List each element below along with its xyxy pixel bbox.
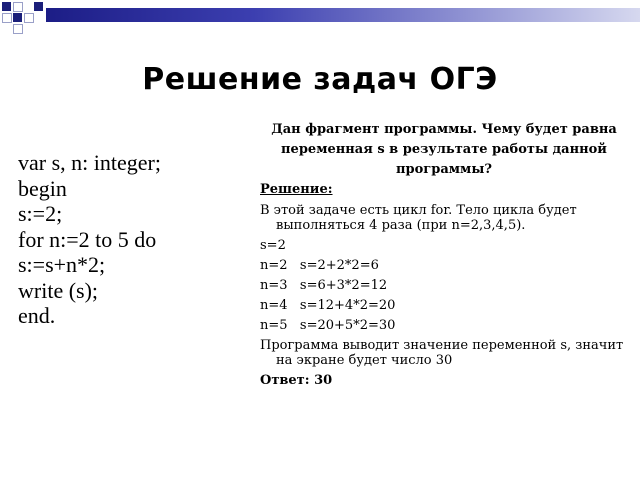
answer-text: Ответ: 30 [260,373,333,388]
solution-conclusion: Программа выводит значение переменной s, значит на экране будет число 30 [260,338,624,368]
solution-step: n=5 s=20+5*2=30 [260,318,396,333]
corner-squares-decoration [0,0,46,34]
deco-square [13,2,23,12]
task-question [260,122,628,177]
question-line: программы? [396,162,492,177]
solution-heading: Решение: [260,182,333,197]
code-line: for n:=2 to 5 do [18,226,157,252]
gradient-bar [46,8,640,22]
question-line: переменная s в результате работы данной [281,142,607,157]
code-line: end. [18,303,56,328]
solution-step: n=2 s=2+2*2=6 [260,258,379,273]
question-line: Дан фрагмент программы. Чему будет равна [271,122,617,137]
code-line: begin [18,175,67,201]
solution-step: s=2 [260,238,286,253]
deco-square [2,2,11,11]
deco-square [13,13,22,22]
code-line: s:=s+n*2; [18,252,106,277]
slide-title: Решение задач ОГЭ [142,62,498,97]
deco-square [13,24,23,34]
deco-square [2,13,12,23]
solution-step: n=4 s=12+4*2=20 [260,298,396,313]
code-line: var s, n: integer; [18,150,161,175]
code-line: write (s); [18,277,99,303]
code-line: s:=2; [18,201,63,226]
solution-step: n=3 s=6+3*2=12 [260,278,388,293]
task-panel [260,122,628,388]
solution-explanation: В этой задаче есть цикл for. Тело цикла будет выполняться 4 раза (при n=2,3,4,5). [260,203,577,233]
code-listing [18,150,248,329]
deco-square [34,2,43,11]
deco-square [24,13,34,23]
